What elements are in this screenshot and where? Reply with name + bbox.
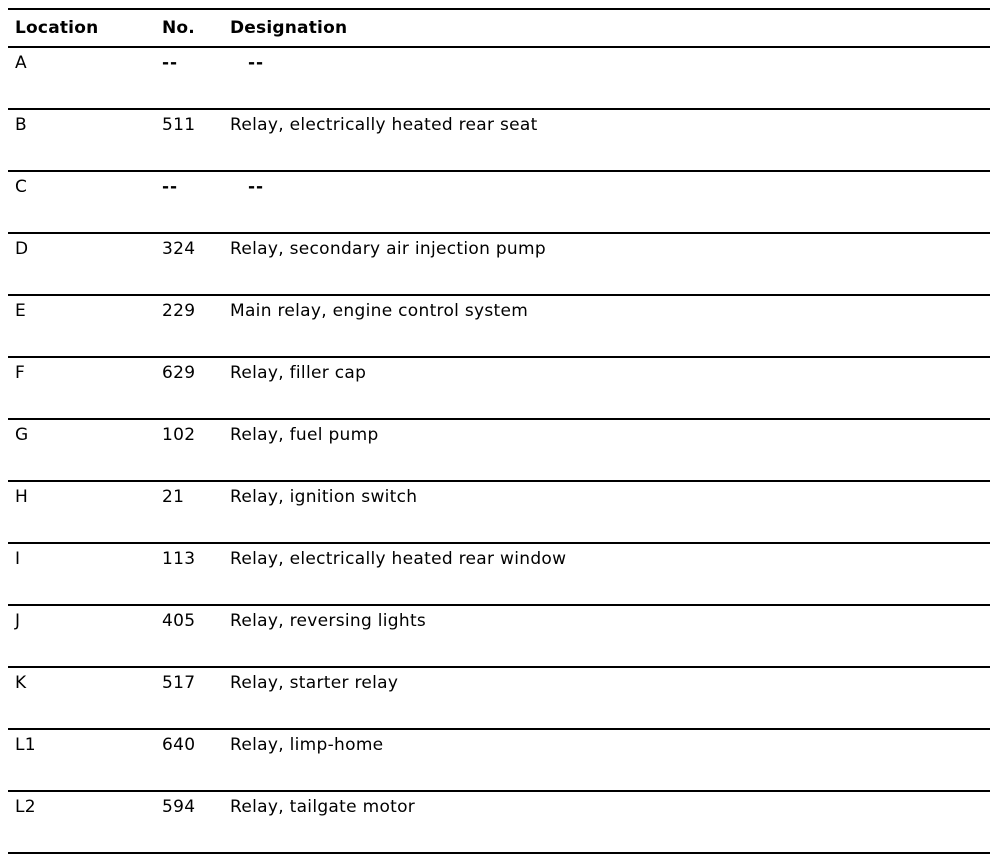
relay-location-table xyxy=(8,8,990,854)
table-row xyxy=(8,47,990,109)
table-row xyxy=(8,543,990,605)
location-cell: J xyxy=(8,605,155,667)
table-row xyxy=(8,109,990,171)
designation-cell: -- xyxy=(223,47,990,109)
designation-cell: Relay, fuel pump xyxy=(223,419,990,481)
table-row xyxy=(8,357,990,419)
location-cell: D xyxy=(8,233,155,295)
number-cell: 102 xyxy=(155,419,223,481)
number-cell: 594 xyxy=(155,791,223,853)
table-row xyxy=(8,667,990,729)
location-cell: L2 xyxy=(8,791,155,853)
table-row xyxy=(8,729,990,791)
table-row xyxy=(8,171,990,233)
designation-cell: Main relay, engine control system xyxy=(223,295,990,357)
table-row xyxy=(8,791,990,853)
location-cell: C xyxy=(8,171,155,233)
number-cell: 324 xyxy=(155,233,223,295)
column-header-no: No. xyxy=(155,9,223,47)
number-cell: 517 xyxy=(155,667,223,729)
location-cell: I xyxy=(8,543,155,605)
table-row xyxy=(8,295,990,357)
header-row xyxy=(8,9,990,47)
number-cell: -- xyxy=(155,47,223,109)
table-row xyxy=(8,605,990,667)
designation-cell: Relay, starter relay xyxy=(223,667,990,729)
number-cell: 405 xyxy=(155,605,223,667)
location-cell: L1 xyxy=(8,729,155,791)
column-header-designation: Designation xyxy=(223,9,990,47)
table-row xyxy=(8,419,990,481)
location-cell: E xyxy=(8,295,155,357)
location-cell: A xyxy=(8,47,155,109)
relay-location-table-container xyxy=(8,8,990,854)
number-cell: 21 xyxy=(155,481,223,543)
designation-cell: Relay, electrically heated rear window xyxy=(223,543,990,605)
table-row xyxy=(8,481,990,543)
number-cell: 229 xyxy=(155,295,223,357)
location-cell: K xyxy=(8,667,155,729)
designation-cell: Relay, tailgate motor xyxy=(223,791,990,853)
designation-cell: Relay, secondary air injection pump xyxy=(223,233,990,295)
number-cell: 629 xyxy=(155,357,223,419)
location-cell: G xyxy=(8,419,155,481)
location-cell: B xyxy=(8,109,155,171)
table-body xyxy=(8,47,990,853)
location-cell: F xyxy=(8,357,155,419)
designation-cell: Relay, electrically heated rear seat xyxy=(223,109,990,171)
number-cell: 113 xyxy=(155,543,223,605)
column-header-location: Location xyxy=(8,9,155,47)
designation-cell: Relay, reversing lights xyxy=(223,605,990,667)
number-cell: 511 xyxy=(155,109,223,171)
table-header xyxy=(8,9,990,47)
designation-cell: Relay, ignition switch xyxy=(223,481,990,543)
designation-cell: Relay, filler cap xyxy=(223,357,990,419)
designation-cell: Relay, limp-home xyxy=(223,729,990,791)
table-row xyxy=(8,233,990,295)
number-cell: 640 xyxy=(155,729,223,791)
location-cell: H xyxy=(8,481,155,543)
designation-cell: -- xyxy=(223,171,990,233)
number-cell: -- xyxy=(155,171,223,233)
